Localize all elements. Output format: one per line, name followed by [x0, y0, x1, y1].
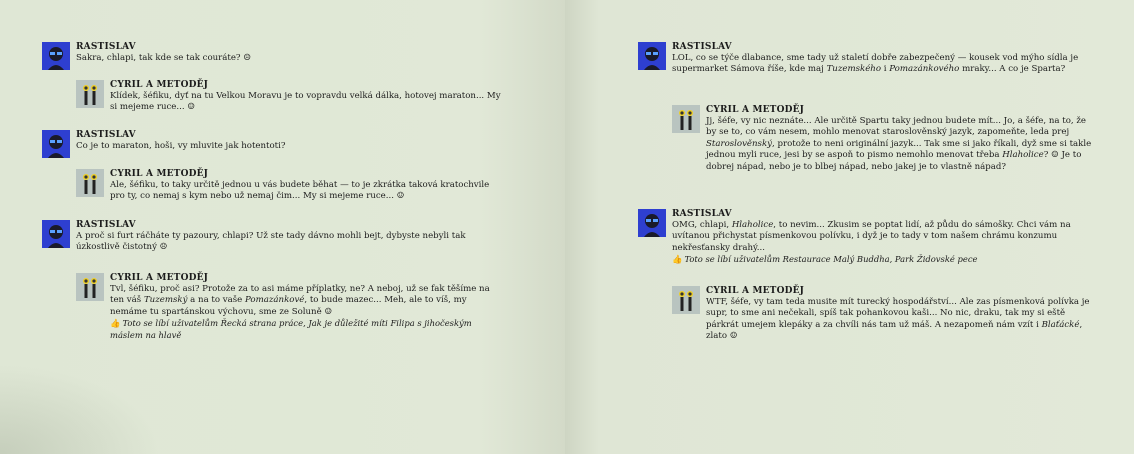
author-name[interactable]: CYRIL A METODĚJ [706, 105, 805, 115]
saints-avatar-icon [76, 273, 104, 301]
comment-text: OMG, chlapi, Hlaholice, to nevim... Zkusim se poptat lidí, až půdu do sámošky. Chci vám na uvítanou přichystat písmenkovou polívku, i dyž je to tady v tom našem chrámu konzumu nekřesťansky drahý... [672, 220, 1071, 253]
rastislav-avatar-icon [42, 42, 70, 70]
thumbs-up-icon: 👍 [110, 318, 121, 329]
right-page [565, 0, 1134, 454]
saints-avatar-icon [672, 286, 700, 314]
author-name[interactable]: RASTISLAV [672, 42, 732, 52]
saints-avatar-icon [76, 80, 104, 108]
author-name[interactable]: CYRIL A METODĚJ [110, 169, 209, 179]
page-shadow [0, 364, 160, 454]
comment-text: Tvl, šéfiku, proč asi? Protože za to asi máme příplatky, ne? A neboj, už se fak těšíme na ten váš Tuzemský a na to vaše Pomazánkové, to bude mazec... Meh, ale to víš, my nemáme tu spartánskou výchovu, sme ze Soluně ☺ [110, 284, 490, 317]
author-name[interactable]: CYRIL A METODĚJ [110, 80, 209, 90]
comment-text: Klídek, šéfiku, dyť na tu Velkou Moravu je to vopravdu velká dálka, hotovej maraton... My si mejeme ruce... ☺ [110, 91, 501, 113]
like-line[interactable]: 👍 Toto se líbí uživatelům Restaurace Malý Buddha, Park Židovské pece [672, 254, 978, 265]
saints-avatar-icon [76, 169, 104, 197]
author-name[interactable]: RASTISLAV [672, 209, 732, 219]
comment-text: Jj, šéfe, vy nic neznáte... Ale určitě Spartu taky jednou budete mít... Jo, a šéfe, na to, že by se to, co vám nesem, mohlo menovat staroslověnský jazyk, zapomeňte, leda prej Staroslověnský, protože to neni originální jazyk... Tak sme si jako říkali, dyž sme si takle jednou myli ruce, jesi by se aspoň to pismo nemohlo menovat třeba Hlaholice? ☺ Je to dobrej nápad, nebo je to blbej nápad, nebo jakej je to vlastně nápad? [706, 116, 1092, 172]
like-line[interactable]: 👍 Toto se líbí uživatelům Řecká strana práce, Jak je důležité míti Filipa s jihočeským máslem na hlavě [110, 318, 472, 340]
author-name[interactable]: RASTISLAV [76, 220, 136, 230]
comment-text: WTF, šéfe, vy tam teda musite mít turecký hospodářství... Ale zas písmenková polívka je supr, to sme ani nečekali, spíš tak pohankovou kaši... No nic, draku, tak my si eště párkrát umejem klepáky a za chvíli nás tam už máš. A nezapomeň nám vzít i Blaťácké, zlato ☺ [706, 297, 1090, 342]
comment-text: Ale, šéfiku, to taky určitě jednou u vás budete běhat — to je zkrátka taková kratochvile pro ty, co nemaj s kym nebo už nemaj čim... My si mejeme ruce... ☺ [110, 180, 490, 202]
comment-text: Sakra, chlapi, tak kde se tak couráte? ☹ [76, 53, 251, 63]
comment-text: A proč si furt ráčháte ty pazoury, chlapi? Už ste tady dávno mohli bejt, dybyste nebyli tak úzkostlivě čistotný ☹ [76, 231, 466, 253]
comment-text: LOL, co se týče dlabance, sme tady už staletí dobře zabezpečený — kousek vod mýho sídla je supermarket Sámova říše, kde maj Tuzemského i Pomazánkového mraky... A co je Sparta? [672, 53, 1079, 75]
rastislav-avatar-icon [638, 42, 666, 70]
comment-text: Co je to maraton, hoši, vy mluvite jak hotentoti? [76, 141, 286, 151]
rastislav-avatar-icon [42, 220, 70, 248]
author-name[interactable]: RASTISLAV [76, 130, 136, 140]
thumbs-up-icon: 👍 [672, 254, 683, 265]
rastislav-avatar-icon [638, 209, 666, 237]
saints-avatar-icon [672, 105, 700, 133]
author-name[interactable]: RASTISLAV [76, 42, 136, 52]
rastislav-avatar-icon [42, 130, 70, 158]
author-name[interactable]: CYRIL A METODĚJ [706, 286, 805, 296]
author-name[interactable]: CYRIL A METODĚJ [110, 273, 209, 283]
left-page [0, 0, 565, 454]
